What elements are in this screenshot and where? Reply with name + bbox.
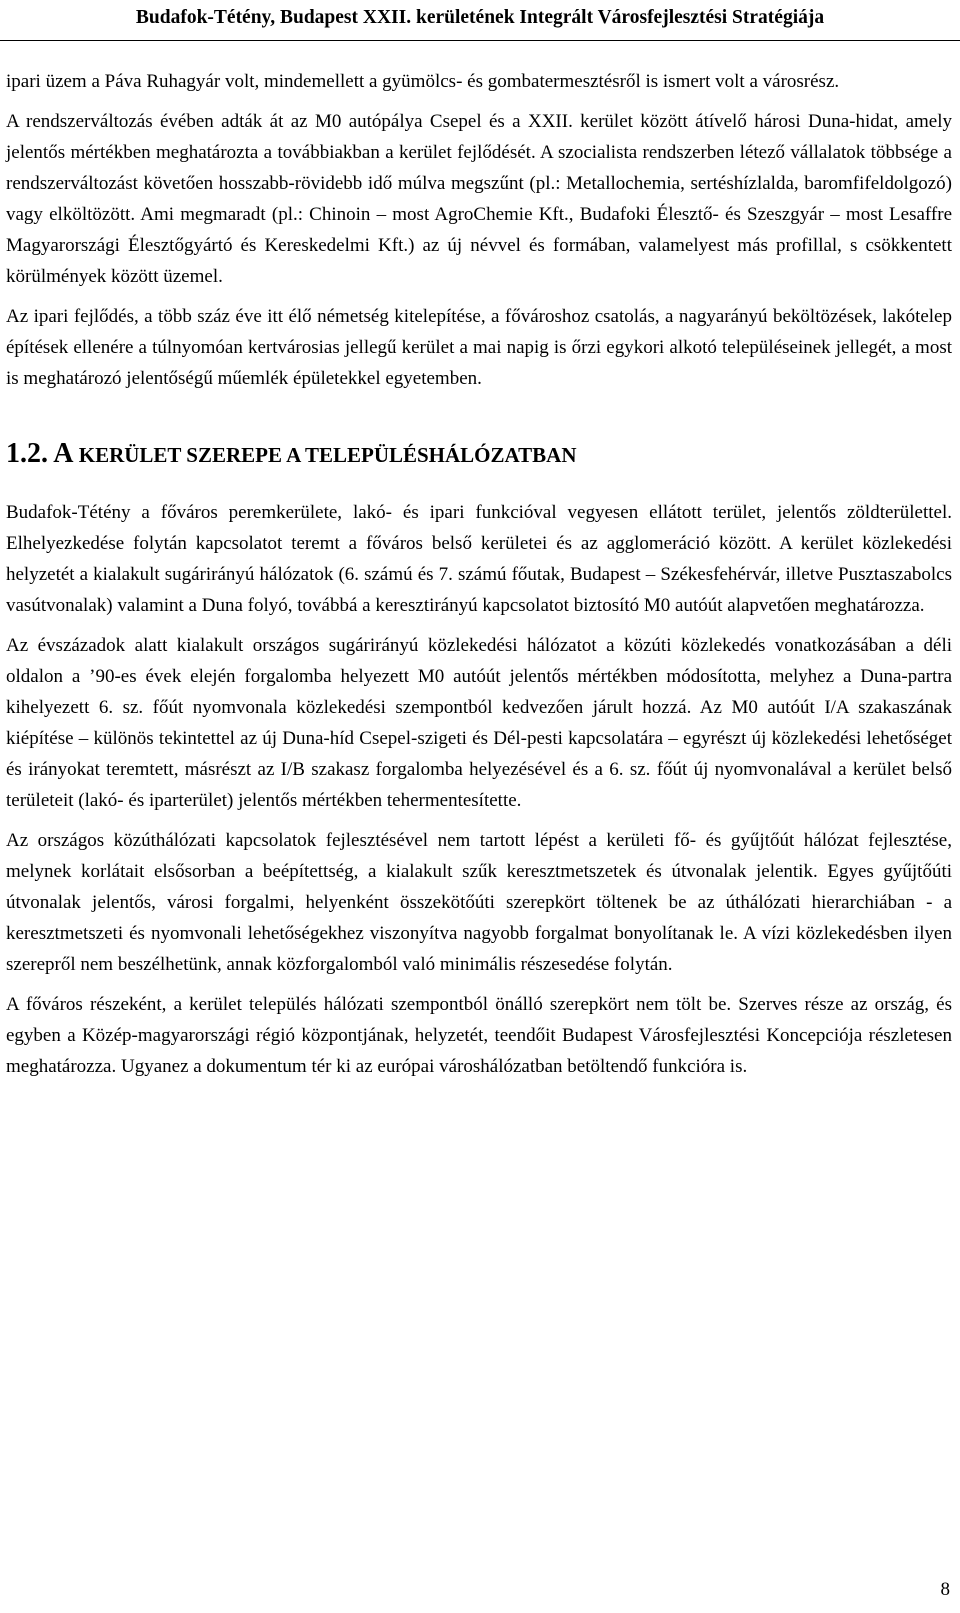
paragraph-local-road-development: Az országos közúthálózati kapcsolatok fejlesztésével nem tartott lépést a kerületi fő- és gyűjtőút hálózat fejlesztése, melynek korlátait elsősorban a beépítettség, a kialakult szűk keresztmetszetek és útvonalak jelentik. Egyes gyűjtőúti útvonalak jelentős, városi forgalmi, helyenként összekötőúti szerepkört töltenek be az úthálózati hierarchiában - a keresztmetszeti és nyomvonali lehetőségekhez viszonyítva nagyobb forgalmat bonyolítanak le. A vízi közlekedésben ilyen szerepről nem beszélhetünk, annak közforgalomból való minimális részesedése folytán.: [6, 830, 952, 975]
paragraph-character-preservation: Az ipari fejlődés, a több száz éve itt élő németség kitelepítése, a fővároshoz csatolás, a nagyarányú beköltözések, lakótelep építések ellenére a túlnyomóan kertvárosias jellegű kerület a mai napig is őrzi egykori alkotó településeinek jellegét, a most is meghatározó jelentőségű műemlék épületekkel egyetemben.: [6, 306, 952, 389]
section-title-initial: A: [53, 438, 74, 469]
page-number: 8: [940, 1579, 950, 1600]
paragraph-district-position: Budafok-Tétény a főváros peremkerülete, lakó- és ipari funkcióval vegyesen ellátott terület, jelentős zöldterülettel. Elhelyezkedése folytán kapcsolatot teremt a főváros belső kerületei és az agglomeráció között. A kerület közlekedési helyzetét a kialakult sugárirányú hálózatok (6. számú és 7. számú főutak, Budapest – Székesfehérvár, illetve Pusztaszabolcs vasútvonalak) valamint a Duna folyó, továbbá a keresztirányú kapcsolatot biztosító M0 autóút alapvetően meghatározza.: [6, 502, 952, 616]
header-divider: [0, 40, 960, 41]
section-heading: [6, 437, 952, 472]
paragraph-road-network-history: Az évszázadok alatt kialakult országos sugárirányú közlekedési hálózatot a közúti közlekedés vonatkozásában a déli oldalon a ’90-es évek elején forgalomba helyezett M0 autóút jelentős mértékben módosította, melyhez a Duna-partra kihelyezett 6. sz. főút nyomvonala közlekedési szempontból kedvezően járult hozzá. Az M0 autóút I/A szakaszának kiépítése – különös tekintettel az új Duna-híd Csepel-szigeti és Dél-pesti kapcsolatára – egyrészt új közlekedési lehetőséget és irányokat teremtett, másrészt az I/B szakasz forgalomba helyezésével és a 6. sz. főút új nyomvonalával a kerület belső területeit (lakó- és iparterület) jelentős mértékben tehermentesítette.: [6, 635, 952, 811]
section-title-rest: KERÜLET SZEREPE A TELEPÜLÉSHÁLÓZATBAN: [78, 443, 577, 467]
paragraph-industry-note: ipari üzem a Páva Ruhagyár volt, mindemellett a gyümölcs- és gombatermesztésről is ismert volt a városrész.: [6, 71, 840, 92]
running-header: Budafok-Tétény, Budapest XXII. kerületének Integrált Városfejlesztési Stratégiája: [135, 7, 825, 28]
paragraph-regime-change: A rendszerváltozás évében adták át az M0 autópálya Csepel és a XXII. kerület között átívelő hárosi Duna-hidat, amely jelentős mértékben meghatározta a továbbiakban a kerület fejlődését. A szocialista rendszerben létező vállalatok többsége a rendszerváltozást követően hosszabb-rövidebb idő múlva megszűnt (pl.: Metallochemia, sertéshízlalda, baromfifeldolgozó) vagy elköltözött. Ami megmaradt (pl.: Chinoin – most AgroChemie Kft., Budafoki Élesztő- és Szeszgyár – most Lesaffre Magyarországi Élesztőgyártó és Kereskedelmi Kft.) az új névvel és formában, valamelyest más profillal, s csökkentett körülmények között üzemel.: [6, 111, 952, 287]
paragraph-settlement-network-role: A főváros részeként, a kerület település hálózati szempontból önálló szerepkört nem tölt be. Szerves része az ország, és egyben a Közép-magyarországi régió központjának, helyzetét, teendőit Budapest Városfejlesztési Koncepciója részletesen meghatározza. Ugyanez a dokumentum tér ki az európai városhálózatban betöltendő funkcióra is.: [6, 994, 952, 1077]
document-body: [6, 66, 952, 1082]
section-number: 1.2.: [6, 438, 48, 469]
